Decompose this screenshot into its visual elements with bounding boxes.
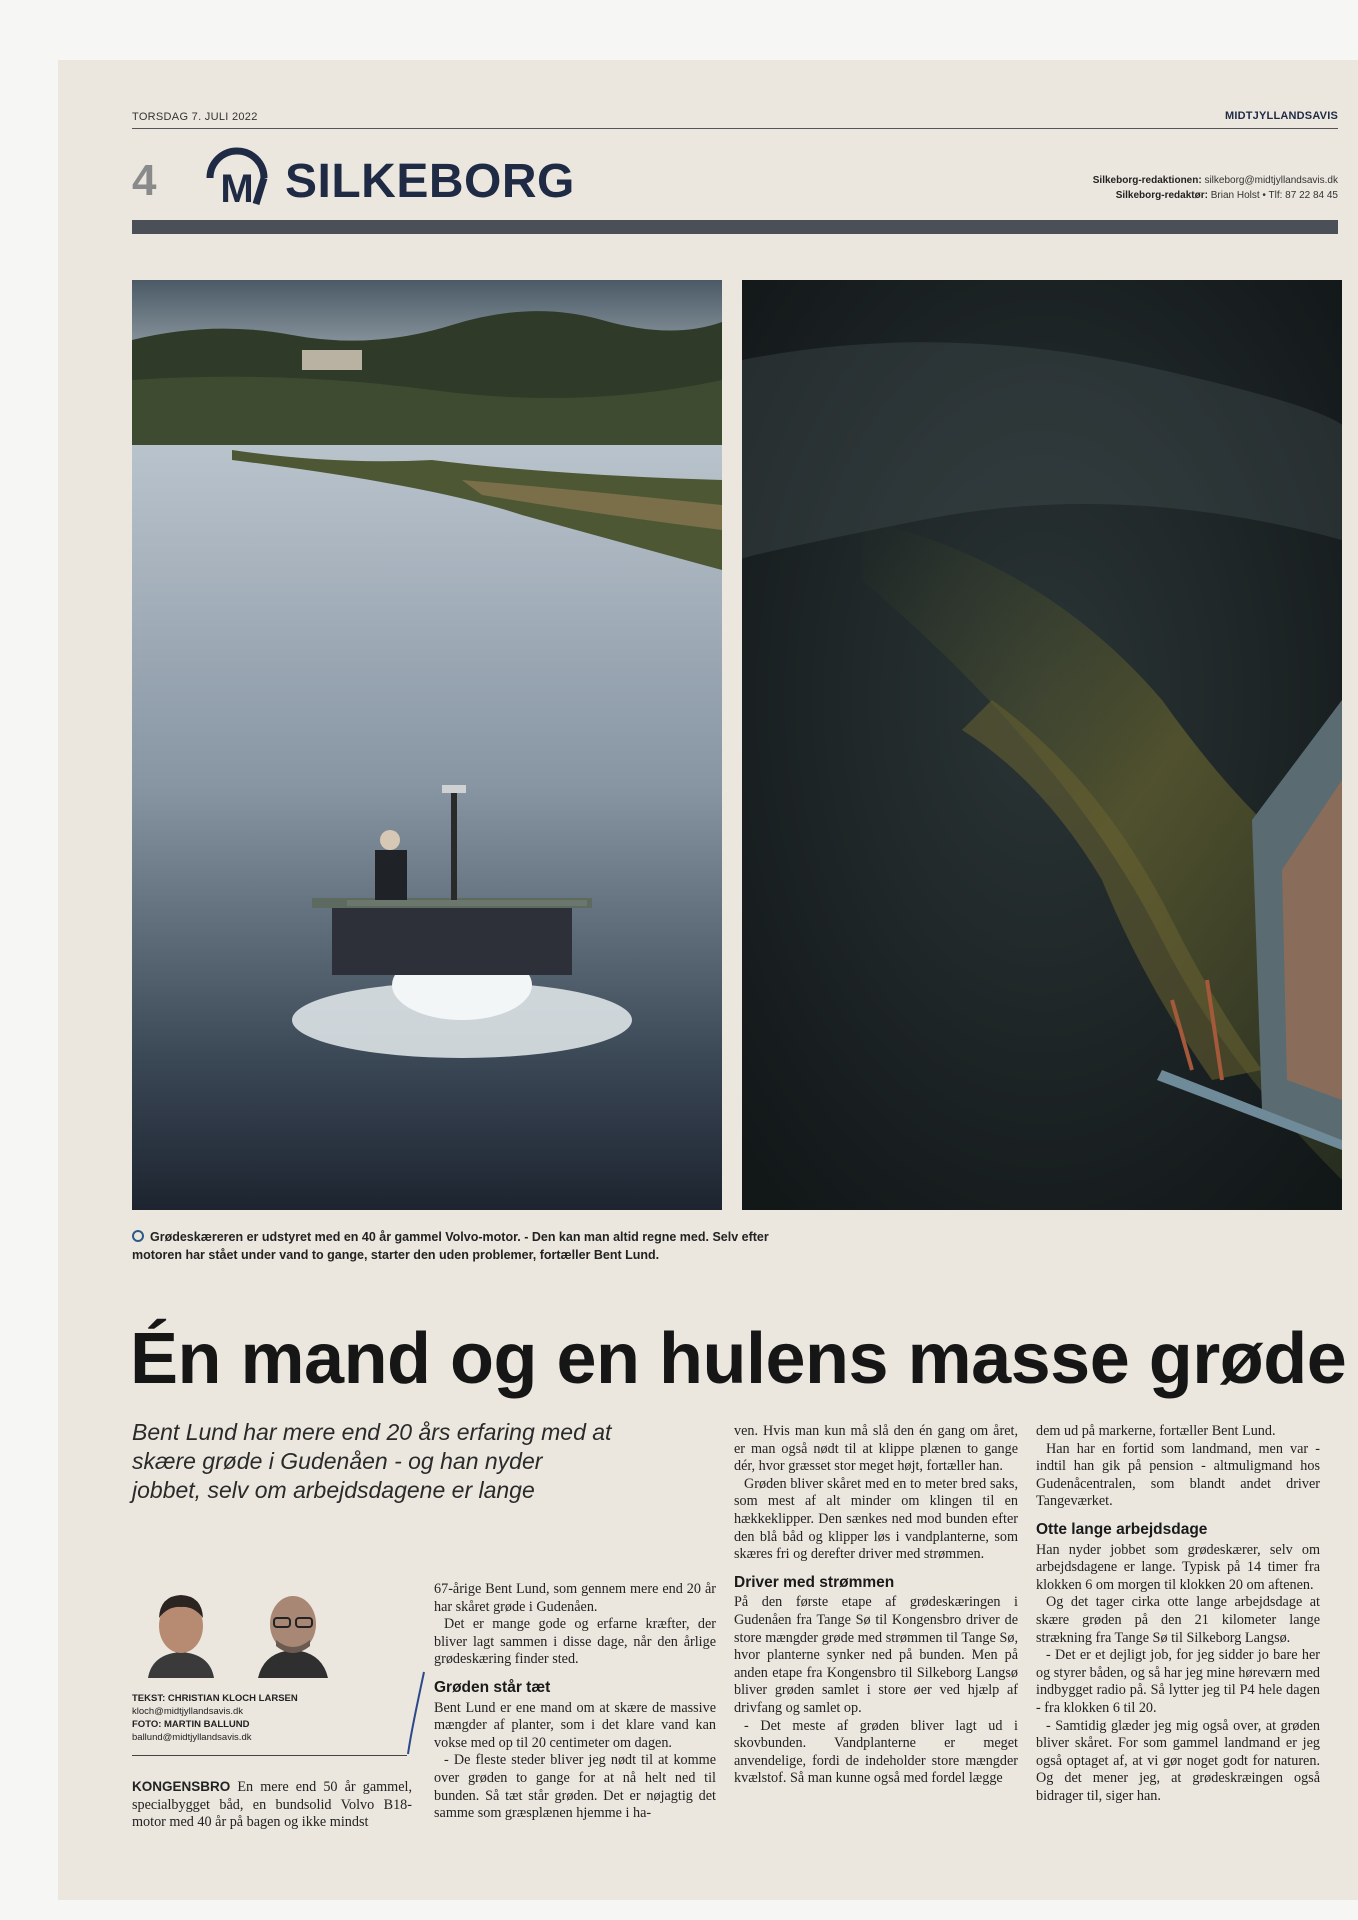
aerial-grass-photo [742, 280, 1342, 1210]
contact-email: silkeborg@midtjyllandsavis.dk [1204, 175, 1338, 186]
paragraph: - Det er et dejligt job, for jeg sidder jo bare her og styrer båden, og så har jeg mine høreværn med indbygget radio på. Så lytter jeg til P4 hele dagen - fra klokken 6 til 20. [1036, 1647, 1320, 1716]
river-boat-photo [132, 280, 722, 1210]
byline-rule [132, 1755, 407, 1756]
paragraph: Han nyder jobbet som grødeskærer, selv om arbejdsdagene er lange. Typisk på 14 timer fra klokken 6 om morgen til klokken 20 om aftenen. [1036, 1541, 1320, 1593]
article-column-2 [434, 1581, 716, 1823]
contact-info [1093, 173, 1338, 203]
article-column-4 [1036, 1423, 1320, 1805]
paragraph: - Samtidig glæder jeg mig også over, at grøden bliver skåret. For som gammel landmand er jeg også optaget af, at vi gør noget godt for naturen. Og det mener jeg, at grødeskræingen også bidrager til, siger han. [1036, 1717, 1320, 1804]
caption-text: Grødeskæreren er udstyret med en 40 år gammel Volvo-motor. - Den kan man altid regne med. Selv efter motoren har stået under vand to gange, starter den uden problemer, fortæller Bent Lund. [132, 1230, 769, 1262]
headline: Én mand og en hulens masse grøde [130, 1319, 1347, 1399]
paragraph: Det er mange gode og erfarne kræfter, der bliver lagt sammen i disse dage, når den årlige grødeskæring finder sted. [434, 1616, 716, 1668]
crosshead: Driver med strømmen [734, 1573, 895, 1591]
lead-paragraph [132, 1778, 412, 1832]
editor-info: Brian Holst • Tlf: 87 22 84 45 [1210, 190, 1338, 201]
section-bar [132, 220, 1338, 234]
photo-caption [132, 1228, 772, 1264]
page-number: 4 [132, 156, 157, 205]
reporter-portrait [144, 1580, 218, 1678]
lead-text: En mere end 50 år gammel, specialbygget båd, en bundsolid Volvo B18-motor med 40 år på bagen og ikke mindst [132, 1779, 413, 1831]
paragraph: Og det tager cirka otte lange arbejdsdage at skære grøden på den 21 kilometer lange strækning fra Tange Sø til Silkeborg Langsø. [1036, 1594, 1320, 1646]
text-credit-email: kloch@midtjyllandsavis.dk [132, 1706, 244, 1717]
photo-credit-email: ballund@midtjyllandsavis.dk [132, 1732, 252, 1743]
caption-bullet-icon [132, 1230, 144, 1242]
paragraph: ven. Hvis man kun må slå den én gang om året, er man også nødt til at klippe plænen to gange dér, hvor græsset stor meget højt, fortæller han. [734, 1423, 1018, 1475]
article-column-3 [734, 1423, 1018, 1788]
paragraph: 67-årige Bent Lund, som gennem mere end 20 år har skåret grøde i Gudenåen. [434, 1581, 716, 1615]
pen-mark-icon [404, 1670, 428, 1756]
newspaper-name: MIDTJYLLANDSAVIS [1224, 110, 1338, 122]
issue-date: TORSDAG 7. JULI 2022 [132, 111, 258, 123]
paragraph: Han har en fortid som landmand, men var - indtil han gik på pension - altmuligmand hos Gudenåcentralen, som blandt andet driver Tangeværket. [1036, 1440, 1320, 1510]
svg-text:M: M [220, 167, 254, 206]
editor-label: Silkeborg-redaktør: [1115, 190, 1208, 201]
text-credit: TEKST: CHRISTIAN KLOCH LARSEN [132, 1693, 298, 1704]
paragraph: dem ud på markerne, fortæller Bent Lund. [1036, 1423, 1276, 1439]
contact-label: Silkeborg-redaktionen: [1092, 175, 1202, 186]
paragraph: - Det meste af grøden bliver lagt ud i skovbunden. Vandplanterne er meget anvendelige, fordi de indeholder store mængder kvælstof. Så man kunne også med fordel lægge [734, 1717, 1018, 1787]
photographer-portrait [256, 1580, 330, 1678]
m-logo-icon [202, 142, 272, 206]
article-column-1 [132, 1778, 412, 1832]
photo-credit: FOTO: MARTIN BALLUND [132, 1719, 250, 1730]
subheadline: Bent Lund har mere end 20 års erfaring med at skære grøde i Gudenåen - og han nyder jobbet, selv om arbejdsdagene er lange [132, 1419, 612, 1503]
paragraph: På den første etape af grødeskæringen i Gudenåen fra Tange Sø til Kongensbro driver de store mængder grøde med strømmen til Tange Sø, hvor planterne synker ned på bunden. Men på anden etape fra Kongensbro til Silkeborg Langsø bliver grøden samlet i store øer ved hjælp af drivfang og samlet op. [734, 1594, 1018, 1716]
crosshead: Otte lange arbejdsdage [1036, 1520, 1208, 1538]
paragraph: Bent Lund er ene mand om at skære de massive mængder af planter, som i det klare vand kan vokse med op til 20 centimeter om dagen. [434, 1699, 716, 1751]
header-rule [132, 128, 1338, 129]
section-title: SILKEBORG [285, 155, 575, 208]
dateline: KONGENSBRO [132, 1779, 231, 1794]
paragraph: - De fleste steder bliver jeg nødt til at komme over grøden to gange for at nå helt ned til bunden. Så tæt står grøden. Det er nøjagtig det samme som græsplænen hjemme i ha- [434, 1752, 716, 1822]
crosshead: Grøden står tæt [434, 1678, 551, 1696]
byline [132, 1692, 412, 1744]
paragraph: Grøden bliver skåret med en to meter bred saks, som mest af alt minder om klingen til en hækkeklipper. Den sænkes ned mod bunden efter den blå båd og klipper løs i vandplanterne, som skæres fri og derefter driver med strømmen. [734, 1475, 1018, 1563]
